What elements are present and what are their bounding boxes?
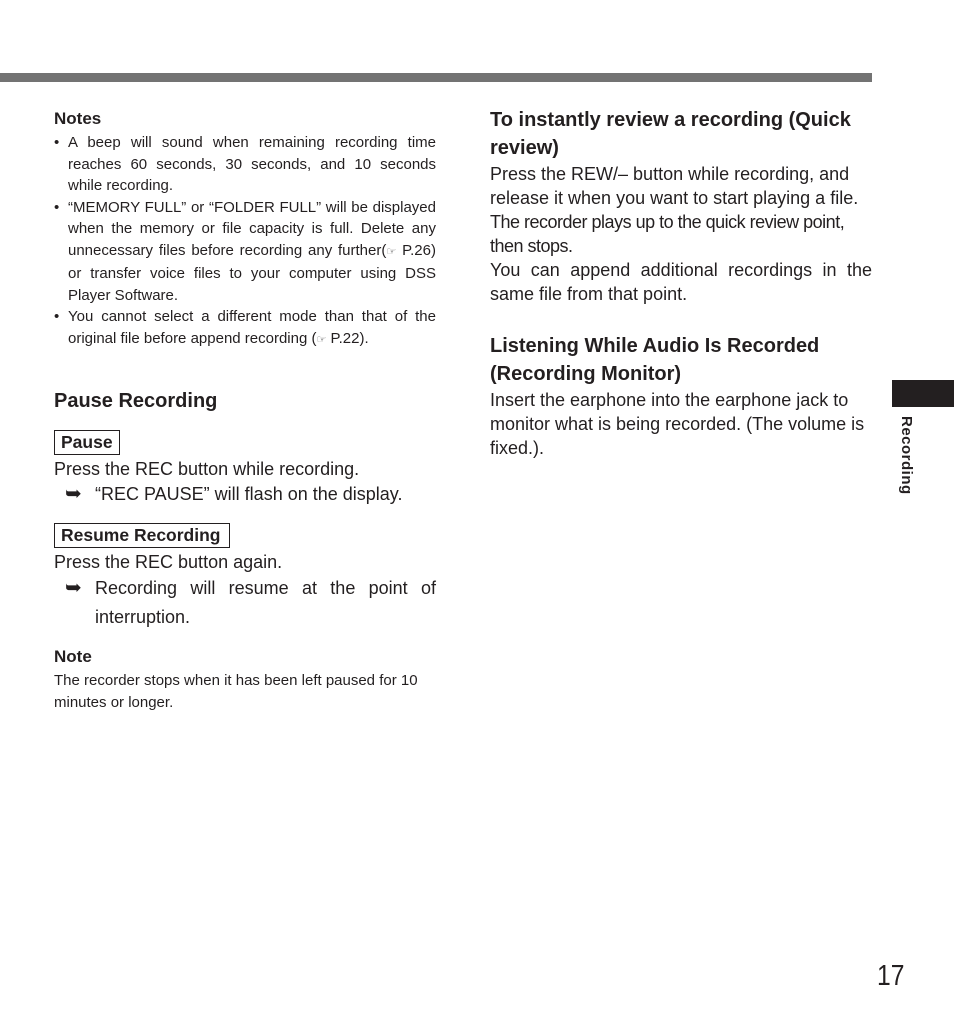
pause-recording-title: Pause Recording (54, 390, 218, 412)
chapter-tab (892, 380, 954, 407)
note-text: The recorder stops when it has been left paused for 10 minutes or longer. (54, 672, 418, 711)
quick-review-title: To instantly review a recording (Quick review) (490, 109, 851, 159)
reference-hand-icon: ☞ (316, 333, 327, 346)
resume-instruction: Press the REC button again. (54, 552, 283, 572)
pause-label: Pause (54, 430, 120, 455)
pause-result: ➥ “REC PAUSE” will flash on the display. (65, 483, 403, 505)
notes-list (54, 132, 436, 351)
header-rule (0, 73, 872, 82)
bullet-icon: • (54, 134, 60, 151)
note-item: • “MEMORY FULL” or “FOLDER FULL” will be displayed when the memory or file capacity is full. Delete any unnecessary files before recording any further(☞ P.26) or transfer voice files to your computer using DSS Player Software. (54, 198, 436, 304)
resume-result: ➥ Recording will resume at the point of interruption. (54, 574, 436, 632)
note-item: • You cannot select a different mode than that of the original file before append recording (☞ P.22). (54, 308, 436, 347)
quick-review-paragraph: You can append additional recordings in the same file from that point. (490, 260, 872, 304)
bullet-icon: • (54, 198, 60, 216)
bullet-icon: • (54, 308, 60, 325)
result-arrow-icon: ➥ (65, 483, 82, 505)
note-heading: Note (54, 647, 92, 666)
resume-recording-label: Resume Recording (54, 523, 230, 548)
left-column (54, 108, 436, 713)
result-arrow-icon: ➥ (65, 577, 82, 599)
chapter-label: Recording (898, 415, 915, 495)
recording-monitor-title: Listening While Audio Is Recorded (Recording Monitor) (490, 335, 820, 385)
note-item: • A beep will sound when remaining recording time reaches 60 seconds, 30 seconds, and 10 seconds while recording. (54, 134, 436, 194)
right-column (490, 106, 872, 460)
reference-hand-icon: ☞ (386, 245, 397, 258)
recording-monitor-text: Insert the earphone into the earphone jack to monitor what is being recorded. (The volume is fixed.). (490, 390, 865, 458)
page-number: 17 (877, 960, 905, 992)
quick-review-paragraph: The recorder plays up to the quick review point, then stops. (490, 212, 845, 256)
quick-review-paragraph: Press the REW/– button while recording, and release it when you want to start playing a file. (490, 164, 859, 208)
pause-instruction: Press the REC button while recording. (54, 459, 360, 479)
notes-heading: Notes (54, 109, 102, 128)
